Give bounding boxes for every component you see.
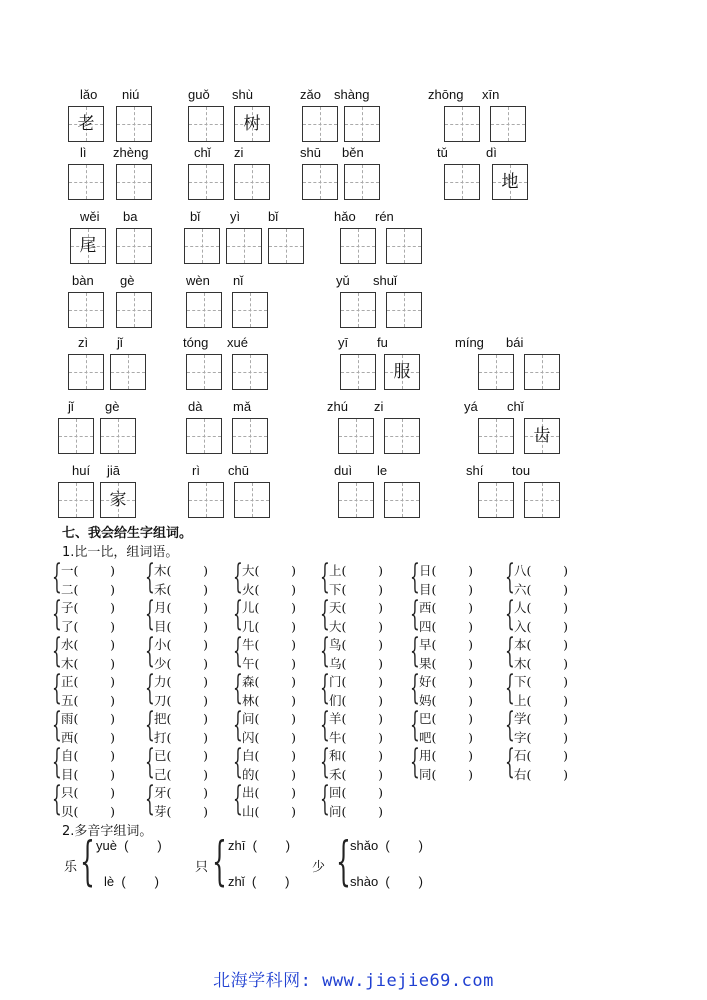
brace-icon: { [80, 832, 95, 892]
pinyin-label: yǔ [336, 273, 350, 288]
brace-icon: { [145, 594, 155, 634]
pair-character-blank[interactable]: 天( ) [329, 600, 384, 615]
pinyin-label: duì [334, 463, 353, 478]
pair-character-blank[interactable]: 自( ) [61, 748, 116, 763]
compare-pair [233, 557, 319, 598]
pair-character-blank[interactable]: 少( ) [154, 656, 209, 671]
character-box-filled: 地 [492, 164, 528, 200]
brace-icon: { [52, 705, 62, 745]
pair-character-blank[interactable]: 牙( ) [154, 785, 209, 800]
pair-character-blank[interactable]: 牛( ) [329, 730, 384, 745]
compare-pair [505, 668, 591, 709]
character-box-empty[interactable] [110, 354, 146, 390]
pinyin-label: wěi [80, 209, 100, 224]
pinyin-label: fu [377, 335, 388, 350]
compare-pair [410, 631, 496, 672]
compare-pair [145, 668, 231, 709]
pair-character-blank[interactable]: 午( ) [242, 656, 297, 671]
character-box-empty[interactable] [58, 418, 94, 454]
pinyin-label: rì [192, 463, 200, 478]
pair-character-blank[interactable]: 西( ) [61, 730, 116, 745]
character-box-empty[interactable] [490, 106, 526, 142]
brace-icon: { [320, 779, 330, 819]
compare-pair [145, 557, 231, 598]
compare-pair [52, 668, 138, 709]
brace-icon: { [410, 594, 420, 634]
compare-pair [52, 779, 138, 820]
character-box-empty[interactable] [188, 164, 224, 200]
pair-character-blank[interactable]: 的( ) [242, 767, 297, 782]
brace-icon: { [52, 557, 62, 597]
pair-character-blank[interactable]: 已( ) [154, 748, 209, 763]
brace-icon: { [505, 668, 515, 708]
character-box-empty[interactable] [232, 354, 268, 390]
pair-character-blank[interactable]: 大( ) [329, 619, 384, 634]
pinyin-label: niú [122, 87, 140, 102]
pair-character-blank[interactable]: 们( ) [329, 693, 384, 708]
character-box-empty[interactable] [116, 164, 152, 200]
brace-icon: { [145, 705, 155, 745]
brace-icon: { [505, 557, 515, 597]
pinyin-label: tóng [183, 335, 209, 350]
pinyin-label: shū [300, 145, 321, 160]
character-box-empty[interactable] [116, 292, 152, 328]
compare-pair [233, 594, 319, 635]
brace-icon: { [52, 779, 62, 819]
character-box-empty[interactable] [344, 106, 380, 142]
pinyin-label: shù [232, 87, 253, 102]
compare-pair [145, 779, 231, 820]
pinyin-label: chū [228, 463, 249, 478]
pair-character-blank[interactable]: 小( ) [154, 637, 209, 652]
brace-icon: { [320, 705, 330, 745]
character-box-empty[interactable] [116, 228, 152, 264]
character-box-empty[interactable] [302, 106, 338, 142]
pinyin-label: zhōng [428, 87, 464, 102]
pinyin-label: zi [234, 145, 244, 160]
compare-pair [320, 594, 406, 635]
character-box-empty[interactable] [188, 106, 224, 142]
polyphone-reading-blank[interactable]: yuè ( ) [96, 838, 162, 853]
character-box-empty[interactable] [344, 164, 380, 200]
pair-character-blank[interactable]: 雨( ) [61, 711, 116, 726]
pair-character-blank[interactable]: 入( ) [514, 619, 569, 634]
brace-icon: { [320, 742, 330, 782]
pinyin-label: dà [188, 399, 203, 414]
pinyin-label: zhèng [113, 145, 149, 160]
brace-icon: { [212, 832, 227, 892]
compare-pair [505, 705, 591, 746]
pair-character-blank[interactable]: 一( ) [61, 563, 116, 578]
brace-icon: { [320, 594, 330, 634]
pair-character-blank[interactable]: 上( ) [329, 563, 384, 578]
character-box-empty[interactable] [524, 354, 560, 390]
pinyin-label: mǎ [233, 399, 252, 414]
compare-pair [410, 742, 496, 783]
pinyin-label: dì [486, 145, 497, 160]
compare-pair [505, 631, 591, 672]
pair-character-blank[interactable]: 闪( ) [242, 730, 297, 745]
brace-icon: { [233, 668, 243, 708]
pair-character-blank[interactable]: 禾( ) [329, 767, 384, 782]
compare-pair [410, 668, 496, 709]
brace-icon: { [320, 668, 330, 708]
pair-character-blank[interactable]: 林( ) [242, 693, 297, 708]
pinyin-label: zǎo [300, 87, 321, 102]
compare-pair [233, 668, 319, 709]
pair-character-blank[interactable]: 妈( ) [419, 693, 474, 708]
compare-pair [52, 705, 138, 746]
compare-pair [505, 742, 591, 783]
pinyin-label: gè [120, 273, 135, 288]
brace-icon: { [505, 631, 515, 671]
pinyin-label: míng [455, 335, 484, 350]
pinyin-label: shàng [334, 87, 370, 102]
pair-character-blank[interactable]: 字( ) [514, 730, 569, 745]
character-box-empty[interactable] [234, 164, 270, 200]
pinyin-label: xīn [482, 87, 500, 102]
pinyin-label: bái [506, 335, 524, 350]
brace-icon: { [52, 668, 62, 708]
pair-character-blank[interactable]: 鸟( ) [329, 637, 384, 652]
brace-icon: { [233, 705, 243, 745]
brace-icon: { [320, 631, 330, 671]
polyphone-character: 乐 [64, 860, 78, 875]
pair-character-blank[interactable]: 吧( ) [419, 730, 474, 745]
compare-pair [145, 594, 231, 635]
footer-watermark: 北海学科网: www.jiejie69.com [213, 971, 494, 991]
subsection-1-title: 1.比一比，组词语。 [62, 545, 179, 560]
pinyin-label: lì [80, 145, 87, 160]
character-box-empty[interactable] [386, 228, 422, 264]
compare-pair [320, 742, 406, 783]
pair-character-blank[interactable]: 只( ) [61, 785, 116, 800]
brace-icon: { [52, 742, 62, 782]
brace-icon: { [233, 631, 243, 671]
pinyin-label: ba [123, 209, 138, 224]
polyphone-reading-blank[interactable]: lè ( ) [104, 874, 159, 889]
pair-character-blank[interactable]: 用( ) [419, 748, 474, 763]
character-box-empty[interactable] [184, 228, 220, 264]
brace-icon: { [145, 742, 155, 782]
compare-pair [505, 594, 591, 635]
brace-icon: { [410, 631, 420, 671]
character-box-empty[interactable] [116, 106, 152, 142]
character-box-filled: 树 [234, 106, 270, 142]
pinyin-label: běn [342, 145, 364, 160]
brace-icon: { [145, 631, 155, 671]
character-box-empty[interactable] [386, 292, 422, 328]
pair-character-blank[interactable]: 问( ) [329, 804, 384, 819]
character-box-filled: 尾 [70, 228, 106, 264]
character-box-filled: 齿 [524, 418, 560, 454]
pair-character-blank[interactable]: 目( ) [61, 767, 116, 782]
pair-character-blank[interactable]: 二( ) [61, 582, 116, 597]
pair-character-blank[interactable]: 人( ) [514, 600, 569, 615]
compare-pair [320, 705, 406, 746]
polyphone-reading-blank[interactable]: shào ( ) [350, 874, 423, 889]
pair-character-blank[interactable]: 日( ) [419, 563, 474, 578]
character-box-empty[interactable] [186, 354, 222, 390]
compare-pair [145, 631, 231, 672]
pinyin-label: zi [374, 399, 384, 414]
polyphone-reading-blank[interactable]: zhī ( ) [228, 838, 291, 853]
pair-character-blank[interactable]: 几( ) [242, 619, 297, 634]
pinyin-label: zhú [327, 399, 348, 414]
character-box-empty[interactable] [340, 292, 376, 328]
character-box-empty[interactable] [186, 418, 222, 454]
character-box-empty[interactable] [234, 482, 270, 518]
compare-pair [145, 742, 231, 783]
pair-character-blank[interactable]: 把( ) [154, 711, 209, 726]
pinyin-label: zì [78, 335, 89, 350]
character-box-empty[interactable] [384, 418, 420, 454]
pair-character-blank[interactable]: 上( ) [514, 693, 569, 708]
character-box-empty[interactable] [100, 418, 136, 454]
pair-character-blank[interactable]: 打( ) [154, 730, 209, 745]
pinyin-label: bǐ [268, 209, 279, 224]
pair-character-blank[interactable]: 右( ) [514, 767, 569, 782]
polyphone-character: 少 [312, 860, 326, 875]
character-box-empty[interactable] [338, 418, 374, 454]
pair-character-blank[interactable]: 刀( ) [154, 693, 209, 708]
character-box-empty[interactable] [478, 482, 514, 518]
pinyin-label: hǎo [334, 209, 356, 224]
pair-character-blank[interactable]: 四( ) [419, 619, 474, 634]
brace-icon: { [233, 779, 243, 819]
character-box-empty[interactable] [226, 228, 262, 264]
brace-icon: { [410, 557, 420, 597]
pair-character-blank[interactable]: 正( ) [61, 674, 116, 689]
character-box-filled: 服 [384, 354, 420, 390]
compare-pair [233, 631, 319, 672]
section-7-title: 七、我会给生字组词。 [62, 526, 193, 541]
pair-character-blank[interactable]: 了( ) [61, 619, 116, 634]
brace-icon: { [505, 594, 515, 634]
brace-icon: { [145, 668, 155, 708]
pinyin-label: yì [230, 209, 241, 224]
character-box-empty[interactable] [232, 418, 268, 454]
pair-character-blank[interactable]: 贝( ) [61, 804, 116, 819]
brace-icon: { [505, 705, 515, 745]
compare-pair [52, 631, 138, 672]
pinyin-label: shí [466, 463, 484, 478]
pair-character-blank[interactable]: 门( ) [329, 674, 384, 689]
pair-character-blank[interactable]: 芽( ) [154, 804, 209, 819]
pair-character-blank[interactable]: 目( ) [154, 619, 209, 634]
brace-icon: { [410, 742, 420, 782]
compare-pair [52, 594, 138, 635]
brace-icon: { [52, 631, 62, 671]
brace-icon: { [233, 594, 243, 634]
pair-character-blank[interactable]: 巴( ) [419, 711, 474, 726]
brace-icon: { [145, 779, 155, 819]
character-box-empty[interactable] [338, 482, 374, 518]
pair-character-blank[interactable]: 六( ) [514, 582, 569, 597]
pair-character-blank[interactable]: 月( ) [154, 600, 209, 615]
compare-pair [233, 779, 319, 820]
pair-character-blank[interactable]: 西( ) [419, 600, 474, 615]
pair-character-blank[interactable]: 乌( ) [329, 656, 384, 671]
compare-pair [52, 557, 138, 598]
pair-character-blank[interactable]: 好( ) [419, 674, 474, 689]
pinyin-label: chǐ [507, 399, 524, 414]
pinyin-label: yī [338, 335, 349, 350]
brace-icon: { [52, 594, 62, 634]
pair-character-blank[interactable]: 早( ) [419, 637, 474, 652]
compare-pair [505, 557, 591, 598]
pair-character-blank[interactable]: 牛( ) [242, 637, 297, 652]
character-box-empty[interactable] [384, 482, 420, 518]
character-box-empty[interactable] [478, 418, 514, 454]
brace-icon: { [233, 742, 243, 782]
brace-icon: { [233, 557, 243, 597]
pinyin-label: xué [227, 335, 248, 350]
polyphone-reading-blank[interactable]: zhǐ ( ) [228, 874, 290, 889]
pinyin-label: bǐ [190, 209, 201, 224]
character-box-empty[interactable] [444, 106, 480, 142]
pair-character-blank[interactable]: 火( ) [242, 582, 297, 597]
pair-character-blank[interactable]: 石( ) [514, 748, 569, 763]
character-box-empty[interactable] [302, 164, 338, 200]
pair-character-blank[interactable]: 木( ) [61, 656, 116, 671]
pinyin-label: yá [464, 399, 478, 414]
pair-character-blank[interactable]: 下( ) [514, 674, 569, 689]
compare-pair [410, 594, 496, 635]
pinyin-label: le [377, 463, 388, 478]
pair-character-blank[interactable]: 木( ) [514, 656, 569, 671]
pair-character-blank[interactable]: 大( ) [242, 563, 297, 578]
brace-icon: { [505, 742, 515, 782]
compare-pair [145, 705, 231, 746]
polyphone-reading-blank[interactable]: shǎo ( ) [350, 838, 423, 853]
polyphone-character: 只 [195, 860, 209, 875]
pinyin-label: tǔ [437, 145, 448, 160]
pair-character-blank[interactable]: 学( ) [514, 711, 569, 726]
pinyin-label: wèn [186, 273, 210, 288]
compare-pair [410, 557, 496, 598]
compare-pair [320, 631, 406, 672]
compare-pair [233, 742, 319, 783]
pair-character-blank[interactable]: 己( ) [154, 767, 209, 782]
character-box-empty[interactable] [68, 164, 104, 200]
pinyin-label: jiā [107, 463, 121, 478]
pair-character-blank[interactable]: 下( ) [329, 582, 384, 597]
compare-pair [410, 705, 496, 746]
character-box-empty[interactable] [268, 228, 304, 264]
pinyin-label: jǐ [117, 335, 123, 350]
brace-icon: { [145, 557, 155, 597]
brace-icon: { [410, 668, 420, 708]
character-box-empty[interactable] [232, 292, 268, 328]
pair-character-blank[interactable]: 五( ) [61, 693, 116, 708]
character-box-empty[interactable] [524, 482, 560, 518]
pair-character-blank[interactable]: 问( ) [242, 711, 297, 726]
pinyin-label: lǎo [80, 87, 98, 102]
compare-pair [320, 557, 406, 598]
pair-character-blank[interactable]: 八( ) [514, 563, 569, 578]
brace-icon: { [320, 557, 330, 597]
character-box-empty[interactable] [478, 354, 514, 390]
compare-pair [233, 705, 319, 746]
character-box-empty[interactable] [444, 164, 480, 200]
brace-icon: { [336, 832, 351, 892]
pair-character-blank[interactable]: 力( ) [154, 674, 209, 689]
pinyin-label: jǐ [68, 399, 74, 414]
pair-character-blank[interactable]: 子( ) [61, 600, 116, 615]
pair-character-blank[interactable]: 白( ) [242, 748, 297, 763]
character-box-empty[interactable] [58, 482, 94, 518]
pinyin-label: bàn [72, 273, 94, 288]
pinyin-label: gè [105, 399, 120, 414]
pair-character-blank[interactable]: 禾( ) [154, 582, 209, 597]
pair-character-blank[interactable]: 果( ) [419, 656, 474, 671]
pair-character-blank[interactable]: 木( ) [154, 563, 209, 578]
pair-character-blank[interactable]: 本( ) [514, 637, 569, 652]
pair-character-blank[interactable]: 回( ) [329, 785, 384, 800]
pair-character-blank[interactable]: 和( ) [329, 748, 384, 763]
pinyin-label: guǒ [188, 87, 210, 102]
character-box-empty[interactable] [340, 228, 376, 264]
pinyin-label: rén [375, 209, 394, 224]
pair-character-blank[interactable]: 山( ) [242, 804, 297, 819]
pinyin-label: nǐ [233, 273, 244, 288]
compare-pair [52, 742, 138, 783]
character-box-filled: 老 [68, 106, 104, 142]
pair-character-blank[interactable]: 森( ) [242, 674, 297, 689]
character-box-empty[interactable] [68, 354, 104, 390]
brace-icon: { [410, 705, 420, 745]
character-box-empty[interactable] [340, 354, 376, 390]
character-box-empty[interactable] [188, 482, 224, 518]
pinyin-label: shuǐ [373, 273, 397, 288]
character-box-empty[interactable] [68, 292, 104, 328]
pair-character-blank[interactable]: 水( ) [61, 637, 116, 652]
character-box-filled: 家 [100, 482, 136, 518]
pair-character-blank[interactable]: 出( ) [242, 785, 297, 800]
character-box-empty[interactable] [186, 292, 222, 328]
pair-character-blank[interactable]: 目( ) [419, 582, 474, 597]
pair-character-blank[interactable]: 儿( ) [242, 600, 297, 615]
pinyin-label: chǐ [194, 145, 211, 160]
pinyin-label: huí [72, 463, 91, 478]
compare-pair [320, 668, 406, 709]
pair-character-blank[interactable]: 同( ) [419, 767, 474, 782]
compare-pair [320, 779, 406, 820]
subsection-2-title: 2.多音字组词。 [62, 824, 153, 839]
pinyin-label: tou [512, 463, 531, 478]
pair-character-blank[interactable]: 羊( ) [329, 711, 384, 726]
